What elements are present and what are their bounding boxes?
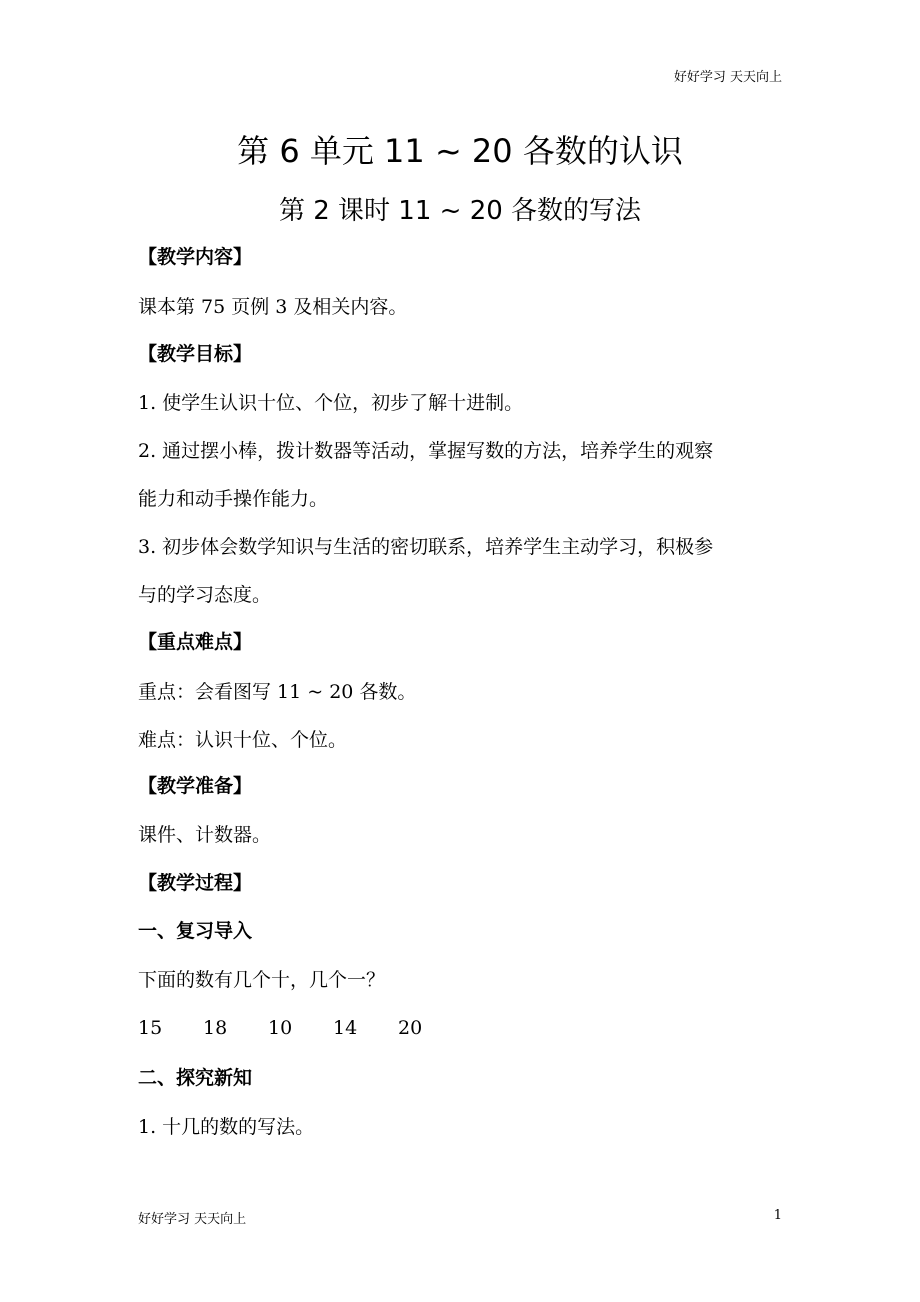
goal-3-line2: 与的学习态度。 <box>138 584 272 606</box>
content-text: 课本第 75 页例 3 及相关内容。 <box>138 296 408 318</box>
keypoints-heading: 【重点难点】 <box>138 631 253 653</box>
content-heading: 【教学内容】 <box>138 246 253 268</box>
prep-text: 课件、计数器。 <box>138 824 272 846</box>
goal-2-line2: 能力和动手操作能力。 <box>138 488 329 510</box>
goals-heading: 【教学目标】 <box>138 343 253 365</box>
number-item: 14 <box>333 1017 358 1039</box>
prep-heading: 【教学准备】 <box>138 775 253 797</box>
footer-motto: 好好学习 天天向上 <box>138 1212 247 1227</box>
number-item: 20 <box>398 1017 423 1039</box>
header-motto: 好好学习 天天向上 <box>673 70 782 85</box>
difficulty-text: 难点：认识十位、个位。 <box>138 729 348 751</box>
number-item: 10 <box>268 1017 293 1039</box>
page-subtitle: 第 2 课时 11 ~ 20 各数的写法 <box>278 196 642 226</box>
goal-1: 1. 使学生认识十位、个位，初步了解十进制。 <box>138 392 524 414</box>
number-item: 18 <box>203 1017 228 1039</box>
step2-item1: 1. 十几的数的写法。 <box>138 1116 315 1138</box>
page-title: 第 6 单元 11 ~ 20 各数的认识 <box>237 132 683 170</box>
goal-3-line1: 3. 初步体会数学知识与生活的密切联系，培养学生主动学习，积极参 <box>138 536 714 558</box>
step2-heading: 二、探究新知 <box>138 1067 253 1089</box>
number-item: 15 <box>138 1017 163 1039</box>
keypoint-text: 重点：会看图写 11 ~ 20 各数。 <box>138 681 417 703</box>
step1-question: 下面的数有几个十，几个一？ <box>138 969 386 991</box>
process-heading: 【教学过程】 <box>138 872 253 894</box>
page-number: 1 <box>773 1208 782 1223</box>
step1-heading: 一、复习导入 <box>138 920 253 942</box>
goal-2-line1: 2. 通过摆小棒，拨计数器等活动，掌握写数的方法，培养学生的观察 <box>138 440 714 462</box>
